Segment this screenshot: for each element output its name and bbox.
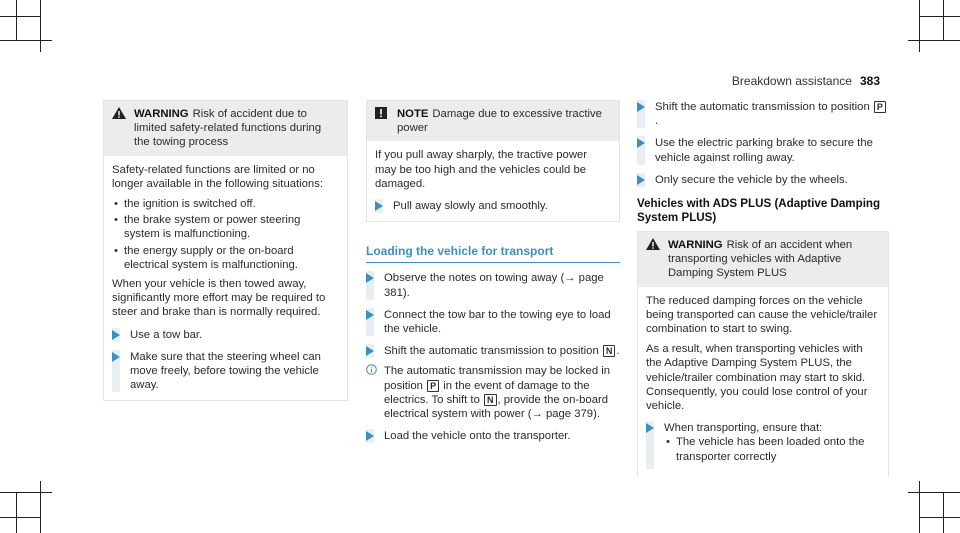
crop-mark (40, 0, 41, 52)
step-text: Make sure that the steering wheel can move freely, before towing the vehicle away. (130, 350, 321, 392)
note-title: Damage due to excessive tractive power (397, 108, 602, 135)
warning-title: Risk of an accident when transporting vehicles with Adaptive Damping System PLUS (668, 239, 853, 280)
step-text: Observe the notes on towing away (→ page 381). (384, 272, 604, 299)
page-header (732, 74, 880, 88)
gear-key-n: N (603, 345, 616, 357)
step-arrow-icon (637, 102, 645, 112)
step-arrow-icon (366, 273, 374, 283)
step-text (664, 421, 880, 469)
step-text: Use the electric parking brake to secure the vehicle against rolling away. (655, 137, 873, 164)
step-bar (375, 199, 383, 213)
warning-bullets (112, 197, 339, 272)
step-arrow-icon (375, 201, 383, 211)
note-body (367, 141, 619, 221)
step-bar (366, 271, 374, 299)
step-arrow-icon (637, 138, 645, 148)
note-header (367, 101, 619, 141)
section-title: Loading the vehicle for transport (366, 244, 620, 263)
crop-mark (908, 40, 960, 41)
step-text-part: . (655, 115, 659, 128)
step-text: Load the vehicle onto the transporter. (384, 430, 571, 443)
warning-text (668, 238, 880, 281)
step-arrow-icon (366, 346, 374, 356)
step-text (384, 344, 620, 358)
page-number: 383 (859, 74, 880, 88)
gear-key-p: P (427, 380, 439, 392)
note-body-text: If you pull away sharply, the tractive power may be too high and the vehicles could be damaged. (375, 149, 588, 190)
list-item: • the brake system or power steering system is malfunctioning. (112, 213, 339, 241)
warning-paragraph: The reduced damping forces on the vehicle being transported can cause the vehicle/trailer combination to start to swing. (646, 294, 878, 336)
note-box (366, 100, 620, 222)
step-text-part: Shift the automatic transmission to position (655, 101, 870, 113)
action-step (366, 308, 620, 336)
step-bar (112, 350, 120, 393)
warning-box (637, 231, 889, 477)
step-arrow-icon (112, 352, 120, 362)
step-text: Only secure the vehicle by the wheels. (655, 173, 848, 186)
crop-mark (920, 517, 960, 518)
warning-header (638, 232, 888, 287)
action-step (112, 328, 339, 342)
warning-title: Risk of accident due to limited safety-related functions during the towing process (134, 108, 322, 149)
section-heading: Vehicles with ADS PLUS (Adaptive Damping System PLUS) (637, 197, 881, 225)
step-bar (646, 421, 654, 469)
action-step (366, 344, 620, 358)
warning-body (104, 156, 347, 401)
step-arrow-icon (637, 175, 645, 185)
step-bar (366, 429, 374, 443)
column-2 (366, 100, 620, 443)
header-title: Breakdown assistance (731, 74, 852, 88)
info-part: The automatic transmission may be locked in position (384, 365, 611, 392)
list-item: • The vehicle has been loaded onto the transporter correctly (664, 435, 880, 463)
step-arrow-icon (366, 431, 374, 441)
crop-mark (919, 481, 920, 533)
gear-key-p: P (874, 101, 886, 113)
warning-triangle-icon (112, 107, 134, 150)
step-arrow-icon (112, 330, 120, 340)
step-bar (112, 328, 120, 342)
warning-body (638, 287, 888, 477)
action-step (637, 100, 889, 128)
step-text (655, 100, 889, 128)
step-bar (637, 100, 645, 128)
crop-mark (919, 0, 920, 52)
crop-mark (0, 492, 52, 493)
warning-text (134, 107, 339, 150)
loading-section (366, 244, 620, 443)
note-text (397, 107, 611, 135)
warning-header (104, 101, 347, 156)
step-arrow-icon (366, 310, 374, 320)
step-bar (637, 136, 645, 164)
action-step (646, 421, 880, 469)
warning-paragraph: As a result, when transporting vehicles with the Adaptive Damping System PLUS, the vehicle/trailer combination may start to skid. Consequently, you could lose control of your vehicle. (646, 343, 868, 413)
warning-box (103, 100, 348, 401)
crop-mark (16, 492, 17, 533)
column-1 (103, 100, 348, 401)
action-step (375, 199, 611, 213)
crop-mark (920, 16, 960, 17)
step-text-part: . (616, 345, 620, 358)
action-step (366, 429, 620, 443)
info-note (366, 364, 620, 421)
crop-mark (0, 517, 40, 518)
warning-label: WARNING (668, 239, 723, 252)
crop-mark (0, 16, 40, 17)
step-text-line: When transporting, ensure that: (664, 422, 823, 435)
crop-mark (40, 481, 41, 533)
info-icon (366, 364, 384, 421)
list-item: • the energy supply or the on-board electrical system is malfunctioning. (112, 244, 339, 272)
warning-label: WARNING (134, 108, 189, 120)
step-bar (637, 173, 645, 187)
action-step (366, 271, 620, 299)
action-step (637, 173, 889, 187)
crop-mark (943, 492, 944, 533)
action-step (637, 136, 889, 164)
crop-mark (908, 492, 960, 493)
note-exclamation-icon (375, 107, 397, 135)
action-step (112, 350, 339, 393)
note-label: NOTE (397, 108, 429, 120)
crop-mark (16, 0, 17, 40)
step-text: Use a tow bar. (130, 328, 203, 341)
info-part: , provide the on-board electrical system with power (→ page 379). (384, 393, 609, 421)
crop-mark (0, 40, 52, 41)
info-text (384, 364, 620, 421)
column-3 (637, 100, 889, 477)
warning-intro: Safety-related functions are limited or no longer available in the following situations: (112, 163, 324, 190)
step-sub-bullets (664, 435, 880, 463)
info-part: in the event of damage to the electrics. To shift to (384, 379, 590, 406)
step-text: Pull away slowly and smoothly. (393, 200, 548, 213)
step-bar (366, 308, 374, 336)
list-item: • the ignition is switched off. (112, 197, 339, 211)
crop-mark (943, 0, 944, 40)
step-arrow-icon (646, 423, 654, 433)
step-text-part: Shift the automatic transmission to position (384, 345, 599, 358)
step-bar (366, 344, 374, 358)
warning-triangle-icon (646, 238, 668, 281)
gear-key-n: N (484, 394, 497, 406)
step-text: Connect the tow bar to the towing eye to load the vehicle. (384, 308, 611, 336)
warning-outro: When your vehicle is then towed away, significantly more effort may be required to steer and brake than is normally required. (112, 278, 326, 319)
